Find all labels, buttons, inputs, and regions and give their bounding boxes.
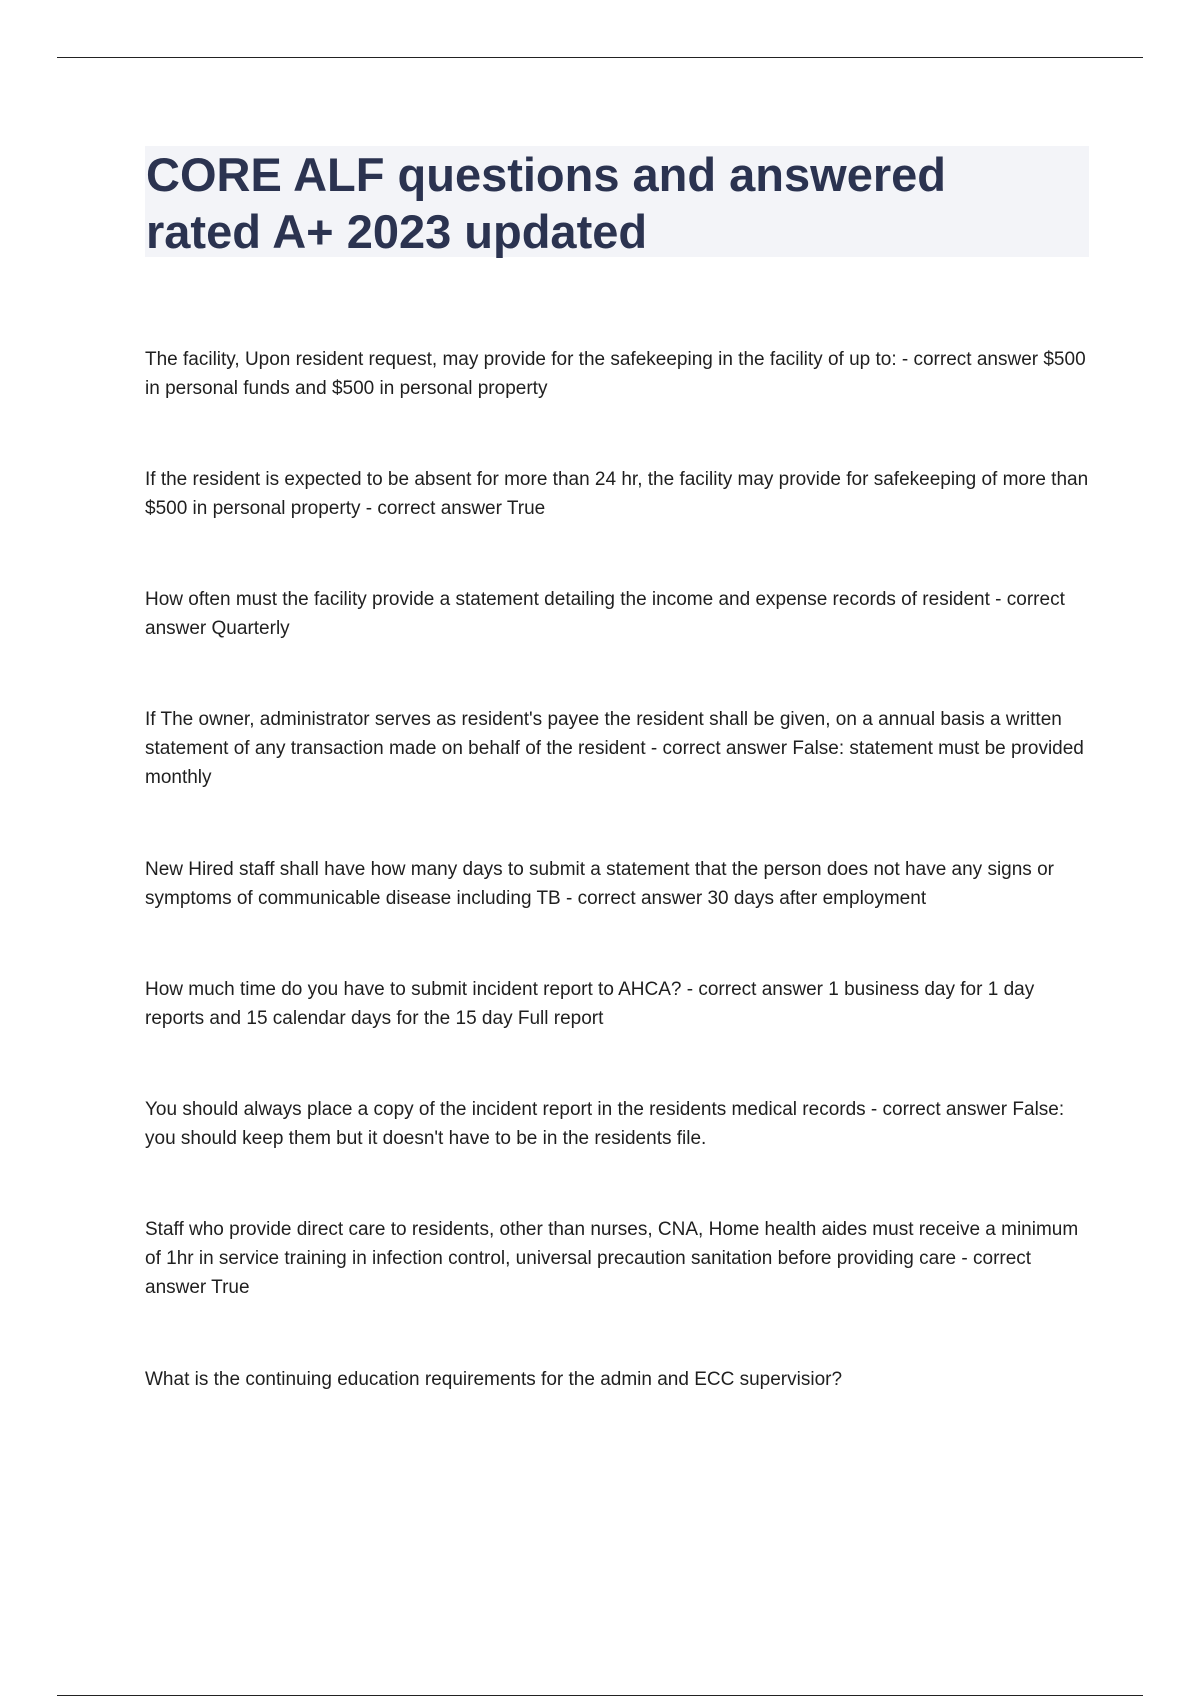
document-title: CORE ALF questions and answered rated A+ 2023 updated xyxy=(146,148,946,258)
qa-item-9: What is the continuing education requirements for the admin and ECC supervisior? xyxy=(145,1369,843,1390)
qa-item-6: How much time do you have to submit incident report to AHCA? - correct answer 1 business day for 1 day reports and 15 calendar days for the 15 day Full report xyxy=(145,979,1035,1029)
qa-item-7: You should always place a copy of the incident report in the residents medical records - correct answer False: you should keep them but it doesn't have to be in the residents file. xyxy=(145,1099,1065,1149)
qa-item-3: How often must the facility provide a statement detailing the income and expense records of resident - correct answer Quarterly xyxy=(145,589,1065,639)
qa-item-2: If the resident is expected to be absent for more than 24 hr, the facility may provide for safekeeping of more than $500 in personal property - correct answer True xyxy=(145,469,1089,519)
qa-item-4: If The owner, administrator serves as resident's payee the resident shall be given, on a annual basis a written statement of any transaction made on behalf of the resident - correct answer False: statement must be provided monthly xyxy=(145,709,1084,788)
qa-item-8: Staff who provide direct care to residents, other than nurses, CNA, Home health aides must receive a minimum of 1hr in service training in infection control, universal precaution sanitation before providing care - correct answer True xyxy=(145,1219,1079,1298)
bottom-divider xyxy=(57,1695,1143,1696)
title-banner xyxy=(145,146,1089,257)
qa-item-1: The facility, Upon resident request, may provide for the safekeeping in the facility of up to: - correct answer $500 in personal funds and $500 in personal property xyxy=(145,349,1086,399)
qa-list xyxy=(145,345,1095,1485)
qa-item-5: New Hired staff shall have how many days to submit a statement that the person does not have any signs or symptoms of communicable disease including TB - correct answer 30 days after employment xyxy=(145,859,1054,909)
top-divider xyxy=(57,57,1143,58)
